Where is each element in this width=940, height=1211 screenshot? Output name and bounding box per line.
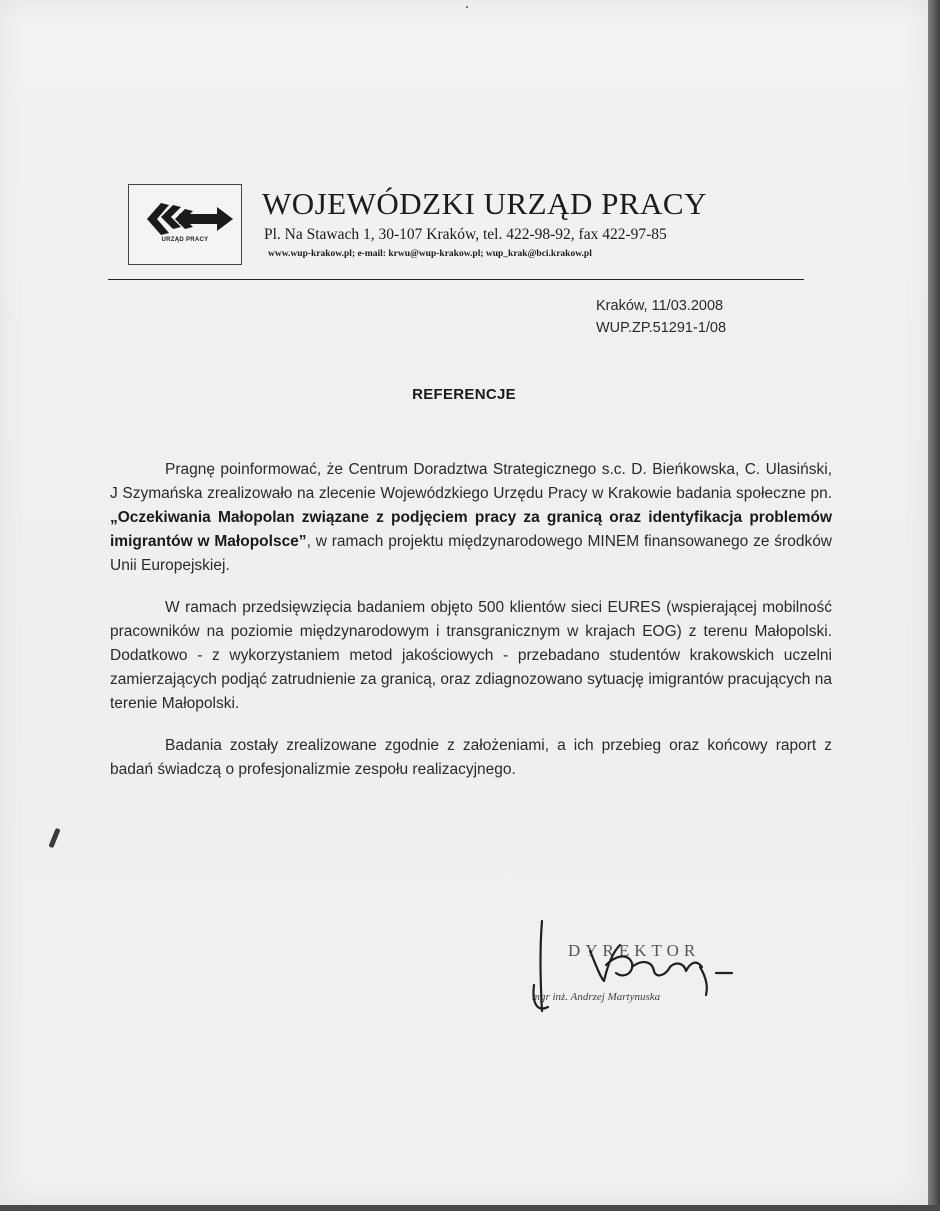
pen-mark [48,828,60,848]
signature-stamp [520,915,750,1025]
header-divider [108,279,804,280]
organization-address: Pl. Na Stawach 1, 30-107 Kraków, tel. 422-98-92, fax 422-97-85 [264,226,667,243]
paragraph-1-intro: Pragnę poinformować, że Centrum Doradztwa Strategicznego s.c. D. Bieńkowska, C. Ulasiński, J Szymańska zrealizowało na zlecenie Wojewódzkiego Urzędu Pracy w Krakowie badania społeczne pn. [110,461,832,502]
document-title: REFERENCJE [412,386,516,403]
scan-edge-bottom [0,1205,940,1211]
paragraph-1 [110,458,832,578]
logo-caption: URZĄD PRACY [161,237,209,243]
paragraph-3: Badania zostały zrealizowane zgodnie z założeniami, a ich przebieg oraz końcowy raport z badań świadczą o profesjonalizmie zespołu realizacyjnego. [110,737,832,778]
stamp-title: DYREKTOR [568,941,701,960]
organization-name: WOJEWÓDZKI URZĄD PRACY [262,186,707,221]
scan-speck [466,6,468,8]
letter-body [110,458,832,800]
letter-date: Kraków, 11/03.2008 [596,298,724,314]
study-title: „Oczekiwania Małopolan związane z podjęciem pracy za granicą oraz identyfikacja problemów imigrantów w Małopolsce” [110,509,832,550]
organization-contact: www.wup-krakow.pl; e-mail: krwu@wup-krakow.pl; wup_krak@bci.krakow.pl [268,249,592,259]
paragraph-2: W ramach przedsięwzięcia badaniem objęto 500 klientów sieci EURES (wspierającej mobilność pracowników na poziomie międzynarodowym i transgranicznym w krajach EOG) z terenu Małopolski. Dodatkowo - z wykorzystaniem metod jakościowych - przebadano studentów krakowskich uczelni zamierzających podjąć zatrudnienie za granicą, oraz zdiagnozowano sytuację imigrantów pracujących na terenie Małopolski. [110,599,832,712]
arrow-stack-icon [139,195,233,239]
reference-number: WUP.ZP.51291-1/08 [596,320,727,336]
handwritten-signature [520,915,750,1025]
paragraph-1-end: , w ramach projektu międzynarodowego MINEM finansowanego ze środków Unii Europejskiej. [110,533,833,574]
letterhead-logo [128,184,242,265]
stamp-name: mgr inż. Andrzej Martynuska [532,991,661,1003]
scan-edge-right [928,0,940,1211]
